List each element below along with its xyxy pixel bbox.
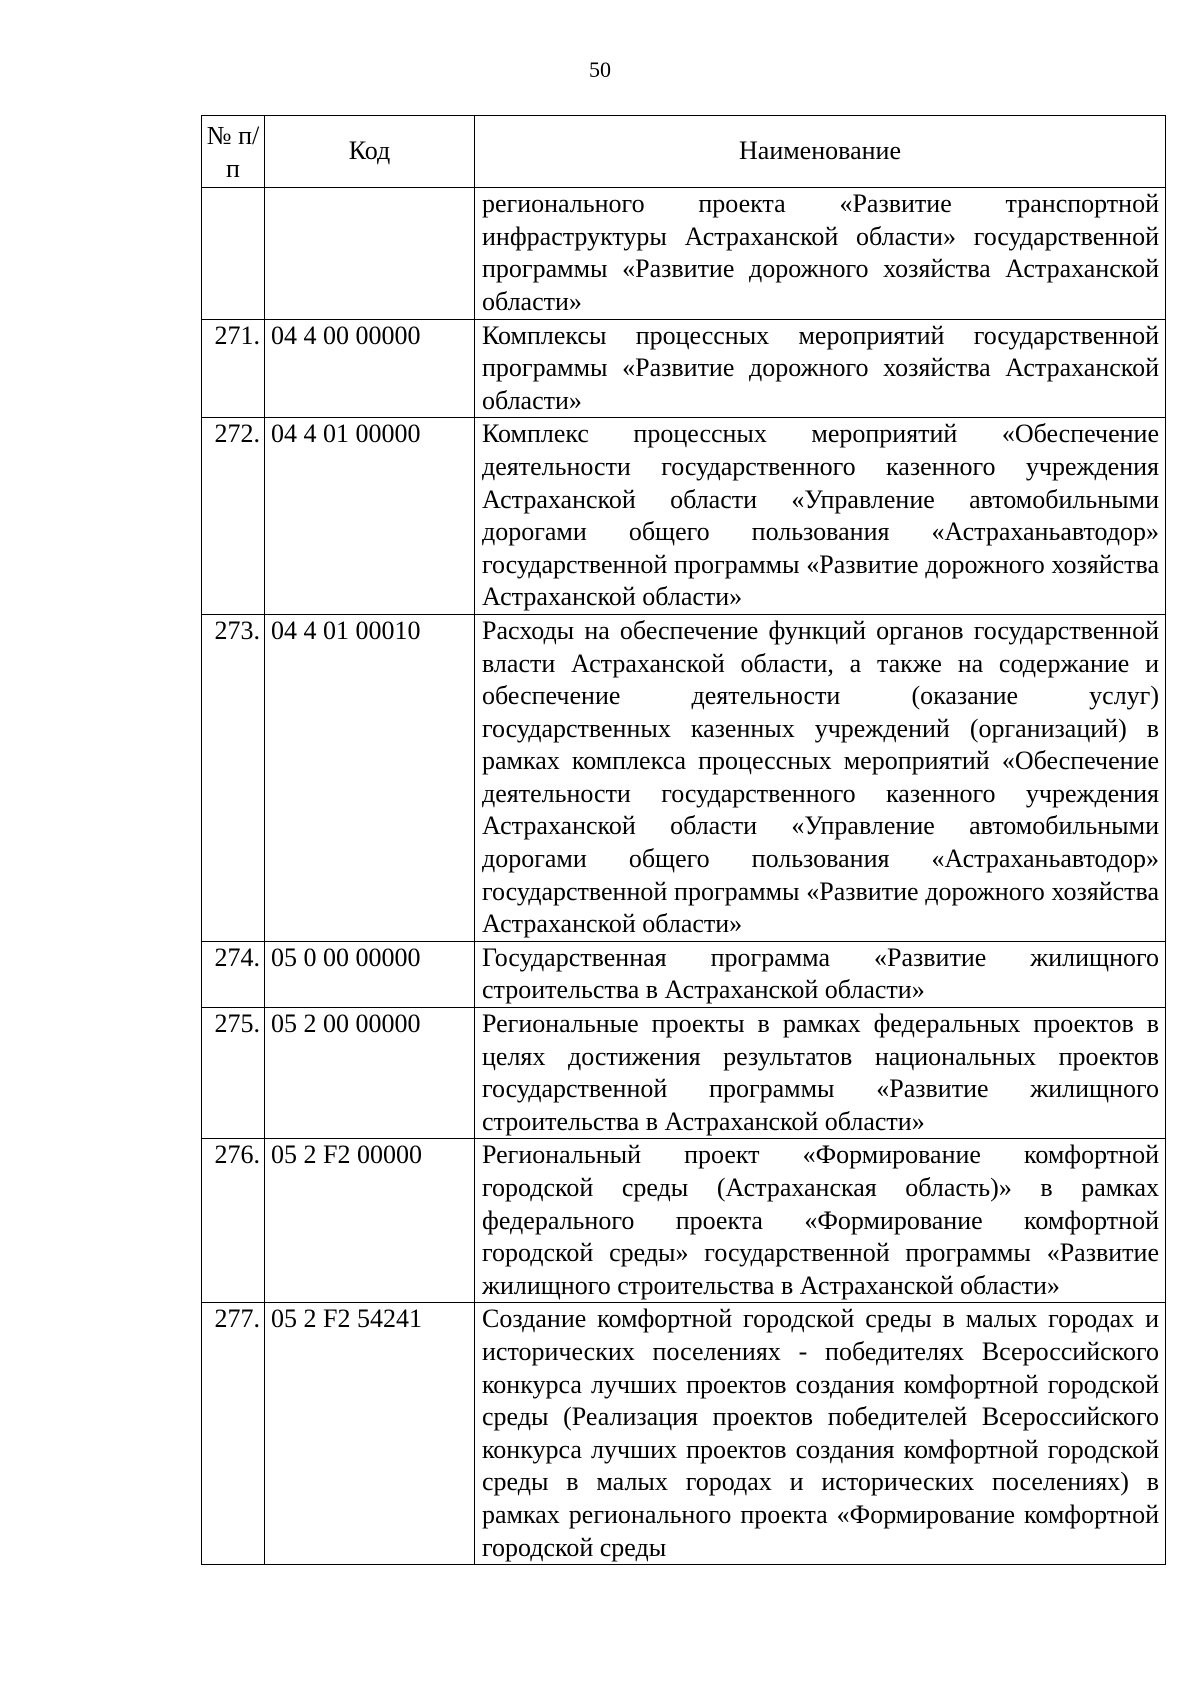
table-row xyxy=(202,418,1166,615)
row-code: 04 4 01 00010 xyxy=(265,614,475,941)
table-header xyxy=(202,116,1166,188)
row-code: 05 0 00 00000 xyxy=(265,941,475,1007)
row-num: 274. xyxy=(202,941,265,1007)
table-row xyxy=(202,1139,1166,1303)
header-row xyxy=(202,116,1166,188)
table-row xyxy=(202,614,1166,941)
row-code: 04 4 00 00000 xyxy=(265,319,475,418)
row-name: Комплекс процессных мероприятий «Обеспечение деятельности государственного казенного учреждения Астраханской области «Управление автомобильными дорогами общего пользования «Астраханьавтодор» государственной программы «Развитие дорожного хозяйства Астраханской области» xyxy=(475,418,1166,615)
header-num: № п/п xyxy=(202,116,265,188)
table-row xyxy=(202,1008,1166,1139)
header-code: Код xyxy=(265,116,475,188)
row-name: Расходы на обеспечение функций органов государственной власти Астраханской области, а также на содержание и обеспечение деятельности (оказание услуг) государственных казенных учреждений (организаций) в рамках комплекса процессных мероприятий «Обеспечение деятельности государственного казенного учреждения Астраханской области «Управление автомобильными дорогами общего пользования «Астраханьавтодор» государственной программы «Развитие дорожного хозяйства Астраханской области» xyxy=(475,614,1166,941)
row-num xyxy=(202,188,265,319)
row-num: 275. xyxy=(202,1008,265,1139)
row-num: 271. xyxy=(202,319,265,418)
table-row xyxy=(202,941,1166,1007)
row-num: 276. xyxy=(202,1139,265,1303)
row-name: Региональный проект «Формирование комфортной городской среды (Астраханская область)» в рамках федерального проекта «Формирование комфортной городской среды» государственной программы «Развитие жилищного строительства в Астраханской области» xyxy=(475,1139,1166,1303)
row-name: Государственная программа «Развитие жилищного строительства в Астраханской области» xyxy=(475,941,1166,1007)
table-row xyxy=(202,1303,1166,1565)
row-name: Комплексы процессных мероприятий государственной программы «Развитие дорожного хозяйства Астраханской области» xyxy=(475,319,1166,418)
row-num: 273. xyxy=(202,614,265,941)
page-number: 50 xyxy=(589,57,611,82)
row-code: 04 4 01 00000 xyxy=(265,418,475,615)
row-code: 05 2 F2 00000 xyxy=(265,1139,475,1303)
row-name: Создание комфортной городской среды в малых городах и исторических поселениях - победителях Всероссийского конкурса лучших проектов создания комфортной городской среды (Реализация проектов победителей Всероссийского конкурса лучших проектов создания комфортной городской среды в малых городах и исторических поселениях) в рамках регионального проекта «Формирование комфортной городской среды xyxy=(475,1303,1166,1565)
row-name: регионального проекта «Развитие транспортной инфраструктуры Астраханской области» государственной программы «Развитие дорожного хозяйства Астраханской области» xyxy=(475,188,1166,319)
row-code xyxy=(265,188,475,319)
row-code: 05 2 F2 54241 xyxy=(265,1303,475,1565)
table-body xyxy=(202,188,1166,1565)
row-name: Региональные проекты в рамках федеральных проектов в целях достижения результатов национальных проектов государственной программы «Развитие жилищного строительства в Астраханской области» xyxy=(475,1008,1166,1139)
row-code: 05 2 00 00000 xyxy=(265,1008,475,1139)
table-row xyxy=(202,188,1166,319)
row-num: 277. xyxy=(202,1303,265,1565)
classification-table xyxy=(201,115,1166,1565)
table-row xyxy=(202,319,1166,418)
row-num: 272. xyxy=(202,418,265,615)
header-name: Наименование xyxy=(475,116,1166,188)
